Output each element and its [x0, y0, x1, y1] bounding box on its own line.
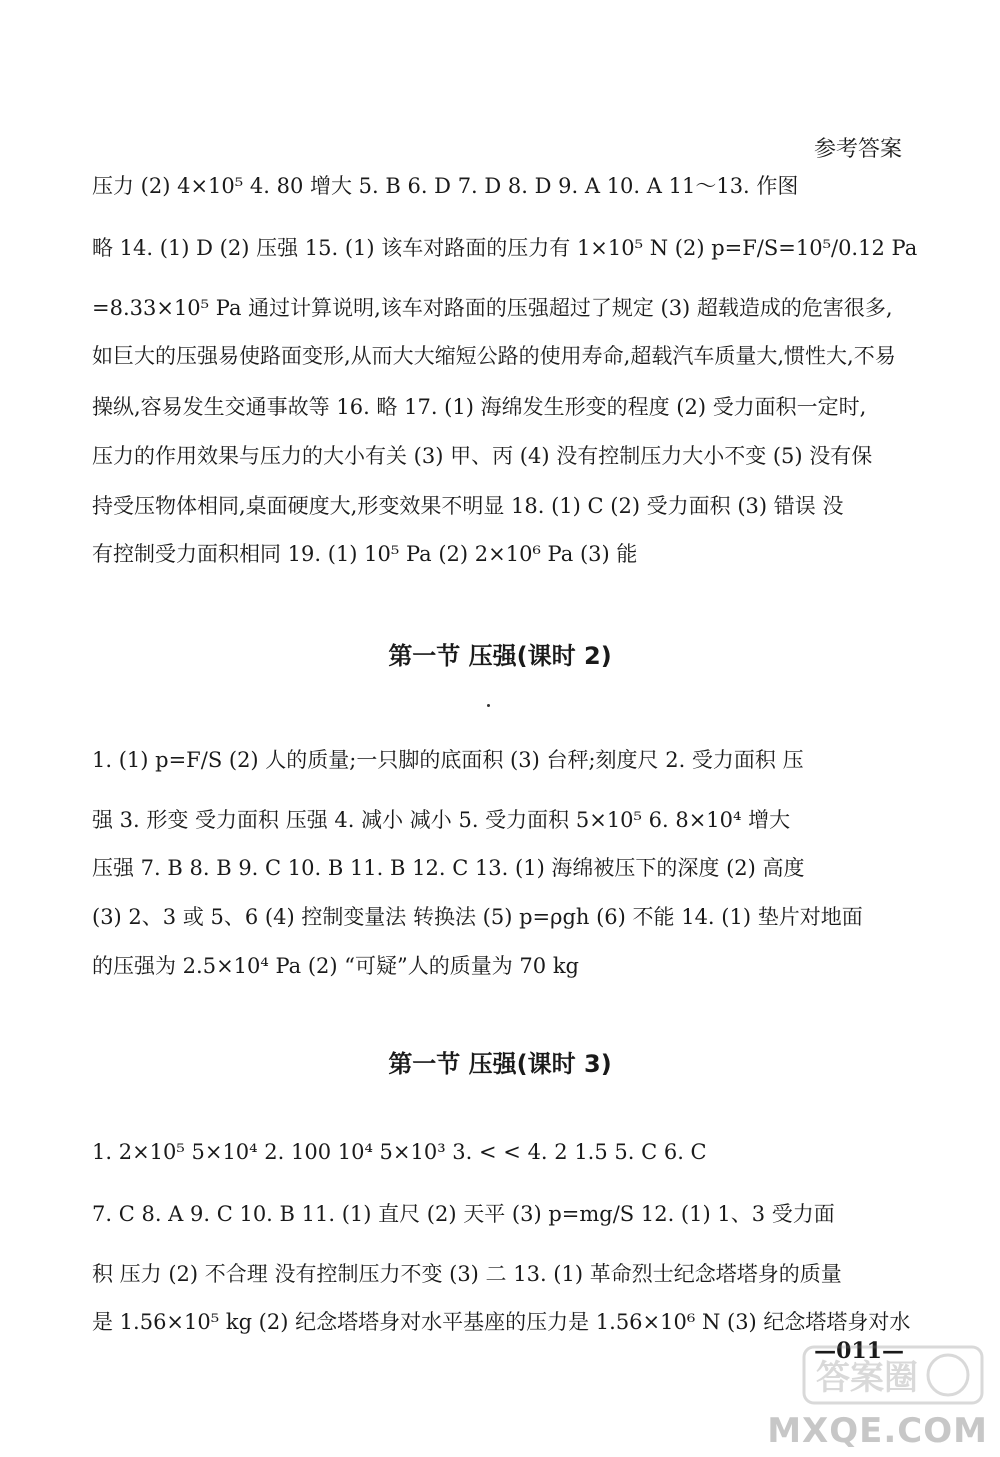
page-header: 参考答案 — [813, 137, 902, 162]
scan-dot — [487, 704, 490, 707]
answer-line: 操纵,容易发生交通事故等 16. 略 17. (1) 海绵发生形变的程度 (2) 受力面积一定时, — [92, 395, 867, 419]
answer-line: (3) 2、3 或 5、6 (4) 控制变量法 转换法 (5) p=ρgh (6) 不能 14. (1) 垫片对地面 — [92, 905, 863, 929]
answer-line: 7. C 8. A 9. C 10. B 11. (1) 直尺 (2) 天平 (3) p=mg/S 12. (1) 1、3 受力面 — [92, 1202, 835, 1226]
answer-line: 压力的作用效果与压力的大小有关 (3) 甲、丙 (4) 没有控制压力大小不变 (5) 没有保 — [92, 444, 873, 468]
answer-line: 略 14. (1) D (2) 压强 15. (1) 该车对路面的压力有 1×10⁵ N (2) p=F/S=10⁵/0.12 Pa — [92, 236, 918, 260]
answer-line: 压力 (2) 4×10⁵ 4. 80 增大 5. B 6. D 7. D 8. D 9. A 10. A 11～13. 作图 — [92, 174, 799, 198]
answer-line: 强 3. 形变 受力面积 压强 4. 减小 减小 5. 受力面积 5×10⁵ 6. 8×10⁴ 增大 — [92, 808, 791, 832]
page-number: —011— — [814, 1338, 904, 1364]
answer-line: 1. (1) p=F/S (2) 人的质量;一只脚的底面积 (3) 台秤;刻度尺 2. 受力面积 压 — [92, 748, 804, 772]
watermark-text: MXQE.COM — [767, 1411, 988, 1451]
answer-line: 的压强为 2.5×10⁴ Pa (2) “可疑”人的质量为 70 kg — [92, 954, 579, 978]
answer-line: =8.33×10⁵ Pa 通过计算说明,该车对路面的压强超过了规定 (3) 超载造成的危害很多, — [92, 296, 893, 320]
answer-line: 持受压物体相同,桌面硬度大,形变效果不明显 18. (1) C (2) 受力面积 (3) 错误 没 — [92, 494, 844, 518]
answer-line: 是 1.56×10⁵ kg (2) 纪念塔塔身对水平基座的压力是 1.56×10⁶ N (3) 纪念塔塔身对水 — [92, 1310, 911, 1334]
answer-line: 压强 7. B 8. B 9. C 10. B 11. B 12. C 13. (1) 海绵被压下的深度 (2) 高度 — [92, 856, 805, 880]
answer-line: 如巨大的压强易使路面变形,从而大大缩短公路的使用寿命,超载汽车质量大,惯性大,不易 — [92, 344, 896, 368]
watermark-logo-text: 答案圈 — [816, 1358, 918, 1398]
answer-line: 有控制受力面积相同 19. (1) 10⁵ Pa (2) 2×10⁶ Pa (3) 能 — [92, 542, 638, 566]
section-title-lesson-2: 第一节 压强(课时 2) — [388, 642, 612, 670]
section-title-lesson-3: 第一节 压强(课时 3) — [388, 1050, 612, 1078]
answer-line: 1. 2×10⁵ 5×10⁴ 2. 100 10⁴ 5×10³ 3. < < 4. 2 1.5 5. C 6. C — [92, 1140, 707, 1164]
answer-line: 积 压力 (2) 不合理 没有控制压力不变 (3) 二 13. (1) 革命烈士纪念塔塔身的质量 — [92, 1262, 842, 1286]
